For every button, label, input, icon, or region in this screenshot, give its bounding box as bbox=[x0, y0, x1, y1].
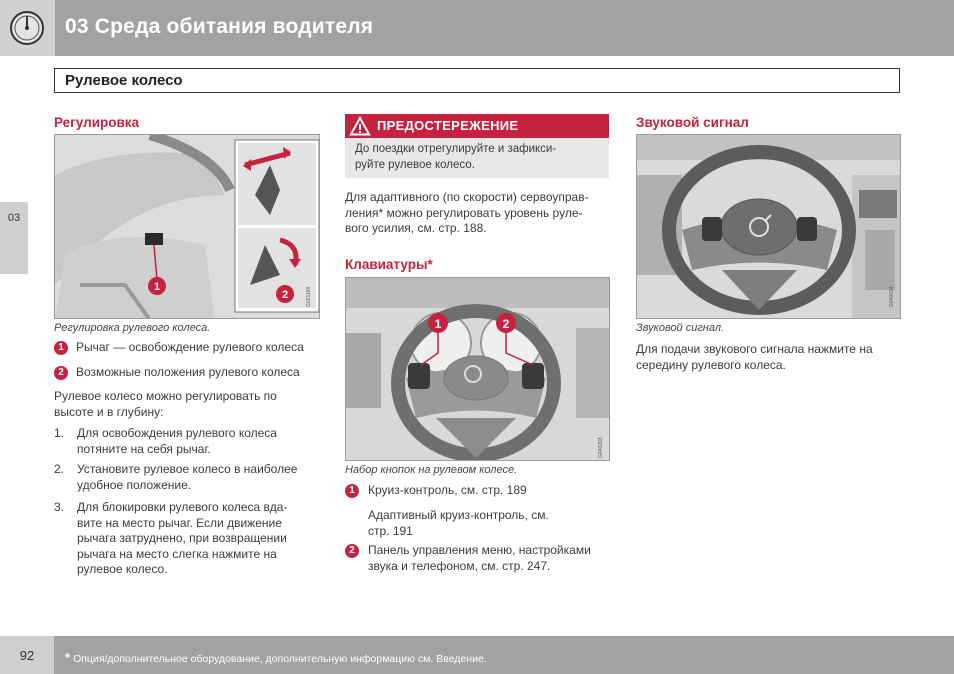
warning-body bbox=[345, 138, 609, 178]
figure-badge-1: 1 bbox=[434, 317, 442, 331]
heading-adjustment: Регулировка bbox=[54, 115, 140, 130]
page-number: 92 bbox=[0, 636, 54, 674]
chapter-tab[interactable]: 03 bbox=[0, 202, 28, 274]
caption-horn: Звуковой сигнал. bbox=[636, 322, 725, 334]
warning-header bbox=[345, 114, 609, 138]
figure-code: G021166 bbox=[306, 286, 312, 307]
step-number: 3. bbox=[54, 500, 65, 514]
paragraph-horn: Для подачи звукового сигнала нажмите на середину рулевого колеса. bbox=[636, 342, 873, 372]
number-badge-1: 1 bbox=[345, 484, 359, 498]
step-number: 2. bbox=[54, 462, 65, 476]
caption-buttons: Набор кнопок на рулевом колесе. bbox=[345, 464, 518, 476]
item-lever: Рычаг — освобождение рулевого колеса bbox=[76, 340, 304, 354]
figure-steering-adjustment bbox=[54, 134, 320, 319]
header-bar bbox=[55, 0, 954, 56]
figure-steering-buttons bbox=[345, 277, 610, 461]
caption-adjustment: Регулировка рулевого колеса. bbox=[54, 322, 211, 334]
figure-horn bbox=[636, 134, 901, 319]
item-positions: Возможные положения рулевого колеса bbox=[76, 365, 300, 379]
step-number: 1. bbox=[54, 426, 65, 440]
figure-code: G040034 bbox=[889, 286, 895, 307]
item-cruise: Круиз-контроль, см. стр. 189 bbox=[368, 483, 527, 497]
step-1: Для освобождения рулевого колеса потяните на себя рычаг. bbox=[77, 426, 277, 456]
figure-badge-2: 2 bbox=[502, 317, 510, 331]
footnote-star: * bbox=[65, 650, 71, 665]
number-badge-1: 1 bbox=[54, 341, 68, 355]
footer-bar bbox=[54, 636, 954, 674]
number-badge-2: 2 bbox=[54, 366, 68, 380]
warning-title: ПРЕДОСТЕРЕЖЕНИЕ bbox=[377, 118, 519, 133]
heading-horn: Звуковой сигнал bbox=[636, 115, 749, 130]
header-icon-box bbox=[0, 0, 55, 56]
speedometer-icon bbox=[9, 10, 45, 46]
figure-code: G040293 bbox=[598, 437, 604, 458]
section-title: Рулевое колесо bbox=[65, 72, 183, 89]
page-title: 03 Среда обитания водителя bbox=[65, 15, 374, 38]
page-header bbox=[0, 0, 954, 56]
section-title-box bbox=[54, 68, 900, 93]
item-control-panel: Панель управления меню, настройками звука и телефоном, см. стр. 247. bbox=[368, 543, 591, 573]
number-badge-2: 2 bbox=[345, 544, 359, 558]
item-adaptive-cruise: Адаптивный круиз-контроль, см. стр. 191 bbox=[368, 508, 549, 538]
svg-text:1: 1 bbox=[153, 281, 161, 293]
warning-text: До поездки отрегулируйте и зафикси- руйте рулевое колесо. bbox=[355, 143, 557, 171]
paragraph-adjust: Рулевое колесо можно регулировать по высоте и в глубину: bbox=[54, 389, 277, 419]
paragraph-servo: Для адаптивного (по скорости) сервоуправ- ления* можно регулировать уровень руле- вого усилия, см. стр. 188. bbox=[345, 190, 589, 235]
warning-icon bbox=[349, 116, 371, 136]
svg-text:2: 2 bbox=[281, 289, 289, 301]
footer-note bbox=[65, 650, 487, 665]
heading-keypads: Клавиатуры* bbox=[345, 257, 433, 272]
footnote-text: Опция/дополнительное оборудование, дополнительную информацию см. Введение. bbox=[73, 653, 487, 665]
step-3: Для блокировки рулевого колеса вда- вите на место рычаг. Если движение рычага затруднено, при возвращении рычага на место слегка нажмите на рулевое колесо. bbox=[77, 500, 288, 576]
step-2: Установите рулевое колесо в наиболее удобное положение. bbox=[77, 462, 298, 492]
